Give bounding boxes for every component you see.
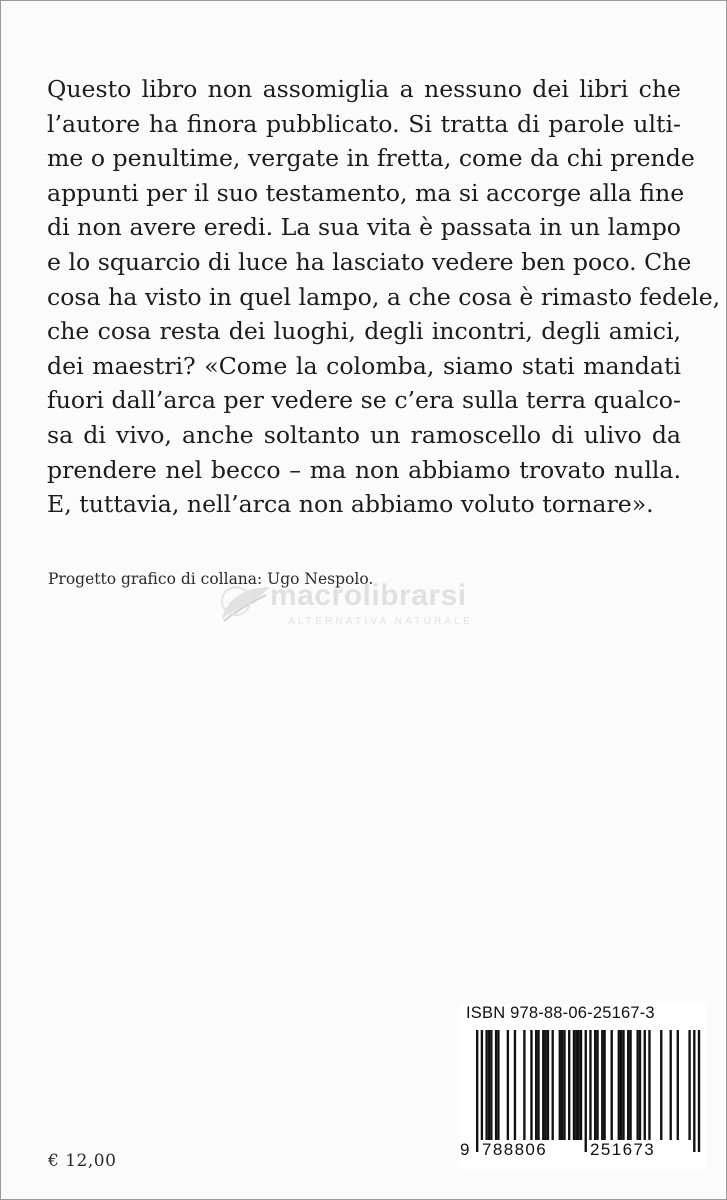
barcode-bar <box>644 1030 646 1140</box>
isbn-label: ISBN 978-88-06-25167-3 <box>466 1004 655 1022</box>
barcode-bar <box>603 1030 605 1140</box>
barcode-bar <box>660 1030 662 1140</box>
barcode-bar <box>523 1030 525 1140</box>
barcode-bar <box>495 1030 497 1140</box>
leaf-logo-icon <box>216 581 276 625</box>
barcode-bar <box>698 1030 700 1152</box>
watermark-tagline: ALTERNATIVA NATURALE <box>288 616 473 627</box>
blurb-line: l’autore ha finora pubblicato. Si tratta di parole ulti- <box>47 109 681 138</box>
barcode-bar <box>537 1030 539 1140</box>
barcode-bar <box>629 1030 631 1140</box>
barcode-bar <box>601 1030 603 1140</box>
barcode-bar <box>507 1030 509 1140</box>
barcode-left-digits: 788806 <box>482 1140 548 1159</box>
watermark <box>216 579 536 639</box>
blurb-line: e lo squarcio di luce ha lasciato vedere ben poco. Che <box>47 247 692 276</box>
barcode-bar <box>568 1030 570 1140</box>
barcode-bar <box>618 1030 620 1140</box>
barcode-bar <box>575 1030 577 1140</box>
blurb-line: che cosa resta dei luoghi, degli incontri, degli amici, <box>47 317 681 346</box>
barcode-bar <box>535 1030 537 1140</box>
barcode-bar <box>670 1030 672 1140</box>
barcode <box>460 1030 706 1152</box>
barcode-bar <box>648 1030 650 1140</box>
barcode-bar <box>636 1030 638 1140</box>
barcode-right-digits: 251673 <box>590 1140 656 1159</box>
blurb-line: Questo libro non assomiglia a nessuno dei libri che <box>47 75 681 103</box>
barcode-digits <box>460 1140 706 1164</box>
barcode-bar <box>563 1030 565 1140</box>
barcode-bar <box>530 1030 532 1140</box>
barcode-bar <box>497 1030 499 1140</box>
barcode-bar <box>561 1030 563 1140</box>
watermark-name: macrolibrarsi <box>270 579 467 612</box>
barcode-bar <box>544 1030 546 1140</box>
blurb-line: fuori dall’arca per vedere se c’era sulla terra qualco- <box>47 386 681 415</box>
blurb-line: E, tuttavia, nell’arca non abbiamo voluto tornare». <box>47 490 654 519</box>
barcode-bar <box>552 1030 554 1140</box>
barcode-bar <box>559 1030 561 1140</box>
blurb-line: appunti per il suo testamento, ma si accorge alla fine <box>47 178 685 207</box>
barcode-bar <box>488 1030 490 1140</box>
blurb-line: sa di vivo, anche soltanto un ramoscello di ulivo da <box>47 420 681 449</box>
barcode-bar <box>542 1030 544 1140</box>
barcode-bar <box>611 1030 613 1140</box>
barcode-bar <box>622 1030 624 1140</box>
barcode-bar <box>589 1030 591 1152</box>
barcode-bar <box>677 1030 679 1140</box>
design-credit: Progetto grafico di collana: Ugo Nespolo. <box>48 570 374 588</box>
barcode-bar <box>639 1030 641 1140</box>
isbn-barcode-block <box>460 1004 706 1169</box>
barcode-bar <box>547 1030 549 1140</box>
barcode-bar <box>514 1030 516 1140</box>
barcode-bar <box>594 1030 596 1140</box>
blurb-line: cosa ha visto in quel lampo, a che cosa è rimasto fedele, <box>47 282 721 311</box>
blurb-line: me o penultime, vergate in fretta, come da chi prende <box>47 144 695 173</box>
barcode-first-digit: 9 <box>460 1140 470 1159</box>
barcode-bar <box>490 1030 492 1140</box>
blurb-text <box>47 72 721 522</box>
barcode-bar <box>577 1030 579 1140</box>
barcode-bar <box>627 1030 629 1140</box>
barcode-bar <box>476 1030 478 1152</box>
blurb-line: prendere nel becco – ma non abbiamo trovato nulla. <box>47 455 681 484</box>
barcode-bar <box>580 1030 582 1140</box>
blurb-line: dei maestri? «Come la colomba, siamo stati mandati <box>47 351 681 380</box>
barcode-bar <box>573 1030 575 1140</box>
barcode-bar <box>585 1030 587 1152</box>
barcode-bar <box>481 1030 483 1152</box>
barcode-bar <box>485 1030 487 1140</box>
barcode-bar <box>596 1030 598 1140</box>
barcode-bar <box>620 1030 622 1140</box>
blurb-line: di non avere eredi. La sua vita è passata in un lampo <box>47 213 681 242</box>
price: € 12,00 <box>48 1151 117 1171</box>
barcode-bar <box>693 1030 695 1152</box>
barcode-bar <box>688 1030 690 1140</box>
